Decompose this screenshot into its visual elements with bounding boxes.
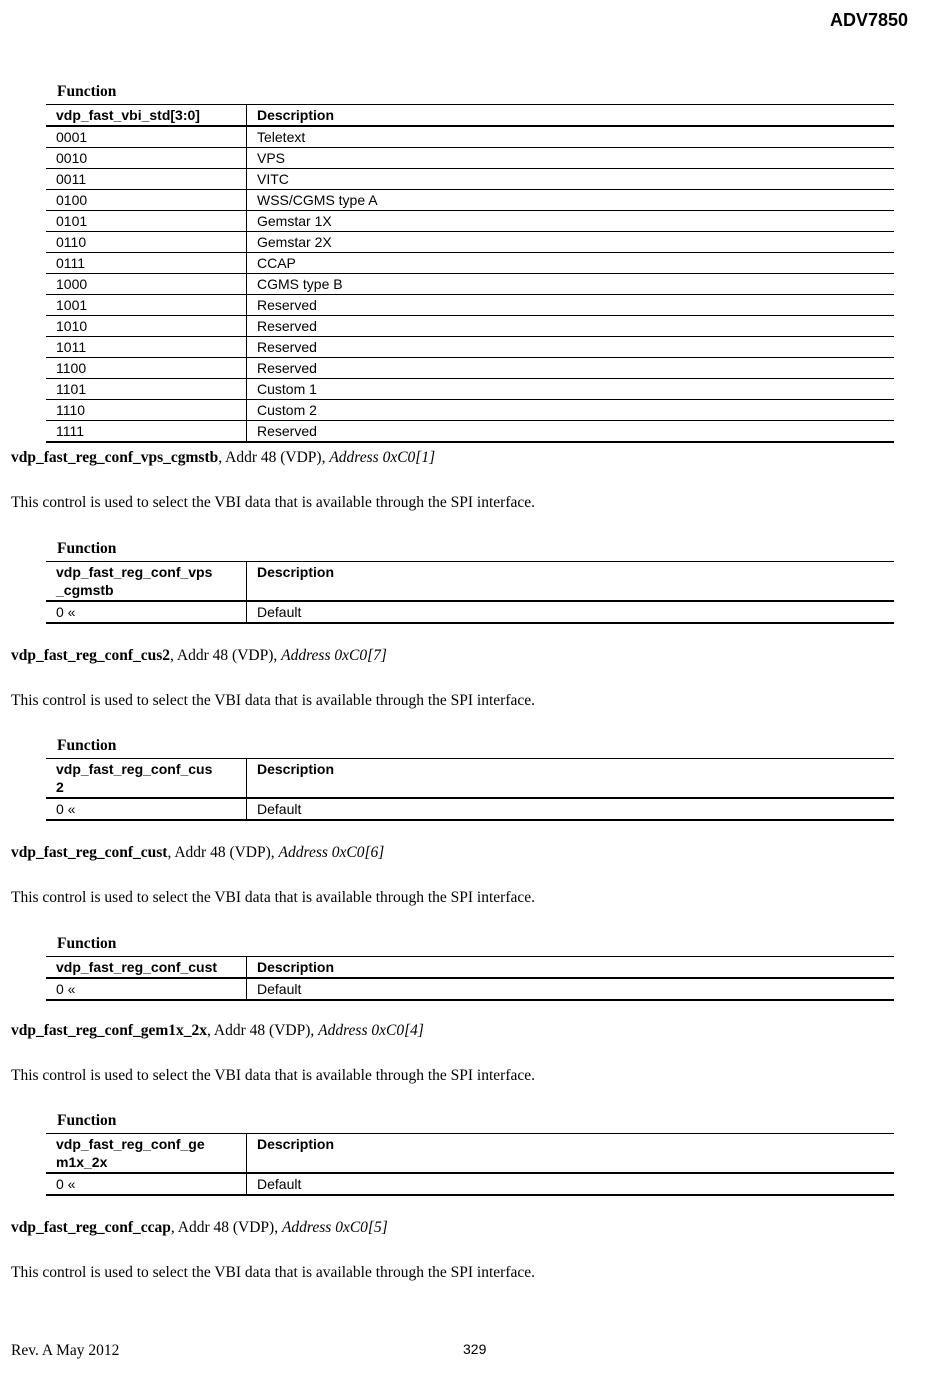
register-title [11, 1022, 424, 1040]
table-row [46, 358, 894, 379]
desc-cell: Reserved [247, 337, 895, 358]
register-name: vdp_fast_reg_conf_ccap [11, 1219, 171, 1236]
function-label: Function [57, 83, 117, 100]
register-address: Address 0xC0[6] [278, 844, 385, 861]
vbi-std-table [46, 104, 894, 443]
code-cell: 1111 [46, 421, 247, 443]
table-header-row [46, 562, 894, 602]
register-addr: , Addr 48 (VDP), [167, 844, 279, 861]
desc-cell: Gemstar 2X [247, 232, 895, 253]
code-cell: 0010 [46, 148, 247, 169]
table-row [46, 798, 894, 820]
code-cell: 1011 [46, 337, 247, 358]
desc-cell: Default [247, 978, 895, 1000]
table-row [46, 316, 894, 337]
desc-cell: CCAP [247, 253, 895, 274]
function-label: Function [57, 1112, 117, 1129]
column-header-description: Description [247, 957, 895, 979]
field-name-line-2: _cgmstb [56, 582, 114, 598]
column-header-field: vdp_fast_reg_conf_cust [46, 957, 247, 979]
register-address: Address 0xC0[5] [281, 1219, 388, 1236]
desc-cell: Reserved [247, 316, 895, 337]
desc-cell: Custom 1 [247, 379, 895, 400]
field-name-line-1: vdp_fast_reg_conf_ge [56, 1136, 205, 1152]
function-label: Function [57, 935, 117, 952]
table-row [46, 274, 894, 295]
desc-cell: Default [247, 601, 895, 623]
code-cell: 0011 [46, 169, 247, 190]
register-name: vdp_fast_reg_conf_cus2 [11, 647, 171, 664]
register-addr: , Addr 48 (VDP), [207, 1022, 319, 1039]
field-name-line-2: 2 [56, 779, 64, 795]
register-table [46, 956, 894, 1001]
desc-cell: Reserved [247, 295, 895, 316]
column-header-field [46, 562, 247, 602]
column-header-description: Description [247, 1134, 895, 1174]
column-header-code: vdp_fast_vbi_std[3:0] [46, 105, 247, 127]
table-row [46, 190, 894, 211]
table-header-row [46, 1134, 894, 1174]
code-cell: 1101 [46, 379, 247, 400]
code-cell: 0110 [46, 232, 247, 253]
desc-cell: Default [247, 1173, 895, 1195]
table-row [46, 400, 894, 421]
register-addr: , Addr 48 (VDP), [170, 1219, 282, 1236]
register-name: vdp_fast_reg_conf_vps_cgmstb [11, 449, 219, 466]
register-address: Address 0xC0[1] [329, 449, 436, 466]
code-cell: 1100 [46, 358, 247, 379]
register-title [11, 449, 435, 467]
register-table [46, 1133, 894, 1196]
table-row [46, 211, 894, 232]
field-name-line-1: vdp_fast_reg_conf_vps [56, 564, 213, 580]
table-row [46, 601, 894, 623]
desc-cell: Teletext [247, 126, 895, 148]
function-label: Function [57, 540, 117, 557]
register-name: vdp_fast_reg_conf_gem1x_2x [11, 1022, 208, 1039]
table-row [46, 978, 894, 1000]
desc-cell: Gemstar 1X [247, 211, 895, 232]
register-description: This control is used to select the VBI data that is available through the SPI interface. [11, 889, 535, 906]
register-table [46, 561, 894, 624]
column-header-description: Description [247, 759, 895, 799]
function-label: Function [57, 737, 117, 754]
code-cell: 0100 [46, 190, 247, 211]
field-name-line-1: vdp_fast_reg_conf_cus [56, 761, 213, 777]
register-description: This control is used to select the VBI data that is available through the SPI interface. [11, 1264, 535, 1281]
register-description: This control is used to select the VBI data that is available through the SPI interface. [11, 494, 535, 511]
table-row [46, 253, 894, 274]
register-name: vdp_fast_reg_conf_cust [11, 844, 168, 861]
register-addr: , Addr 48 (VDP), [218, 449, 330, 466]
table-row [46, 337, 894, 358]
code-cell: 0111 [46, 253, 247, 274]
register-description: This control is used to select the VBI data that is available through the SPI interface. [11, 1067, 535, 1084]
footer-revision: Rev. A May 2012 [11, 1342, 120, 1359]
code-cell: 1010 [46, 316, 247, 337]
register-addr: , Addr 48 (VDP), [170, 647, 282, 664]
table-row [46, 169, 894, 190]
register-address: Address 0xC0[4] [318, 1022, 424, 1039]
page-header-part-number: ADV7850 [829, 10, 908, 30]
desc-cell: WSS/CGMS type A [247, 190, 895, 211]
table-header-row [46, 957, 894, 979]
table-row [46, 421, 894, 443]
register-table [46, 758, 894, 821]
field-name-line-2: m1x_2x [56, 1154, 108, 1170]
column-header-field [46, 759, 247, 799]
code-cell: 0101 [46, 211, 247, 232]
code-cell: 1001 [46, 295, 247, 316]
value-cell: 0 « [46, 601, 247, 623]
register-title [11, 844, 384, 862]
desc-cell: CGMS type B [247, 274, 895, 295]
table-row [46, 232, 894, 253]
column-header-description: Description [247, 105, 895, 127]
register-description: This control is used to select the VBI data that is available through the SPI interface. [11, 692, 535, 709]
page-number: 329 [463, 1341, 487, 1357]
register-title [11, 647, 387, 665]
table-row [46, 148, 894, 169]
code-cell: 1110 [46, 400, 247, 421]
value-cell: 0 « [46, 1173, 247, 1195]
desc-cell: Default [247, 798, 895, 820]
table-row [46, 1173, 894, 1195]
table-row [46, 126, 894, 148]
table-row [46, 379, 894, 400]
desc-cell: Reserved [247, 358, 895, 379]
desc-cell: Reserved [247, 421, 895, 443]
register-title [11, 1219, 388, 1237]
desc-cell: Custom 2 [247, 400, 895, 421]
desc-cell: VITC [247, 169, 895, 190]
table-header-row [46, 105, 894, 127]
desc-cell: VPS [247, 148, 895, 169]
column-header-description: Description [247, 562, 895, 602]
register-address: Address 0xC0[7] [281, 647, 387, 664]
value-cell: 0 « [46, 798, 247, 820]
value-cell: 0 « [46, 978, 247, 1000]
code-cell: 1000 [46, 274, 247, 295]
table-row [46, 295, 894, 316]
code-cell: 0001 [46, 126, 247, 148]
table-header-row [46, 759, 894, 799]
column-header-field [46, 1134, 247, 1174]
